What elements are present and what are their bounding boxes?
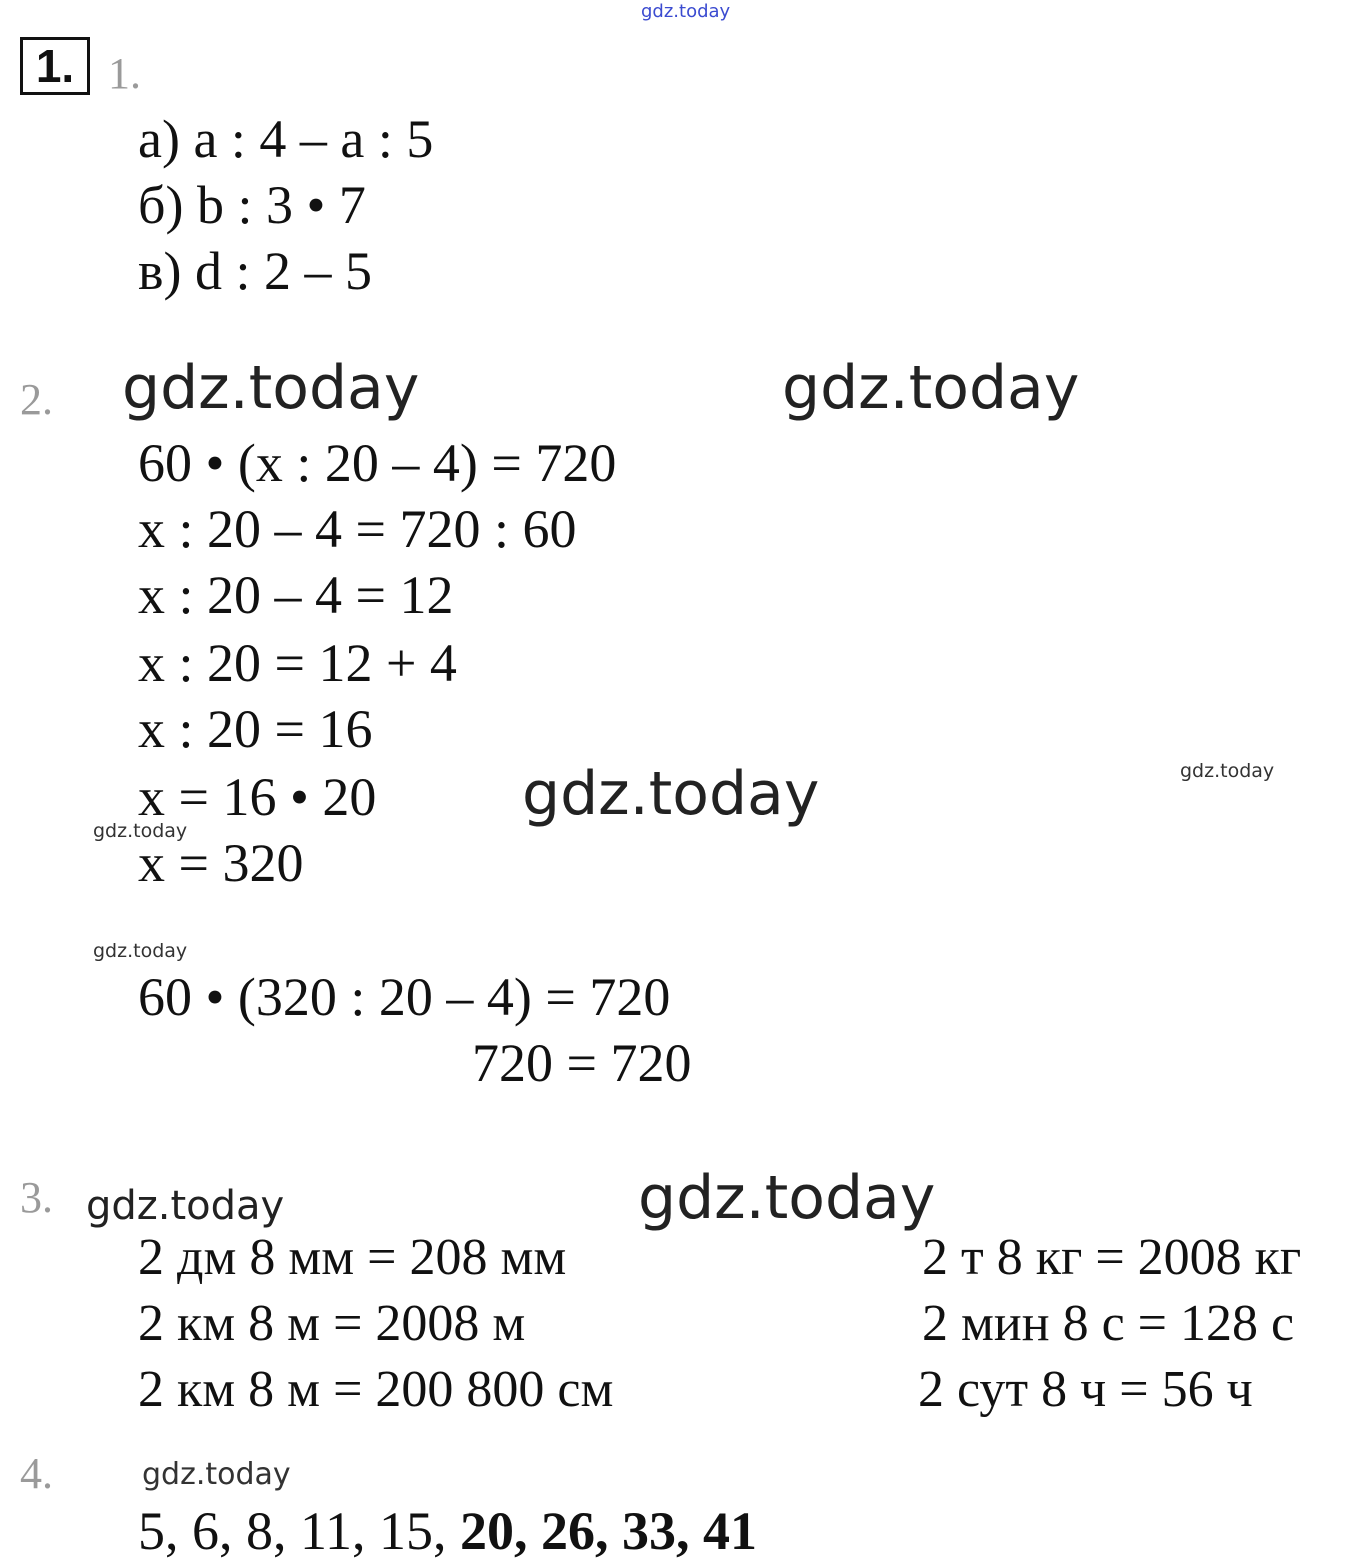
watermark-small-3: gdz.today bbox=[93, 940, 188, 962]
s3-left-1: 2 дм 8 мм = 208 мм bbox=[138, 1229, 567, 1286]
s4-sequence bbox=[138, 1501, 757, 1561]
s2-line-4: x : 20 = 12 + 4 bbox=[138, 633, 457, 693]
s3-left-2: 2 км 8 м = 2008 м bbox=[138, 1295, 526, 1352]
s2-line-7: x = 320 bbox=[138, 833, 304, 893]
watermark-top: gdz.today bbox=[641, 1, 731, 22]
s4-sequence-plain: 5, 6, 8, 11, 15, bbox=[138, 1501, 460, 1561]
s2-line-5: x : 20 = 16 bbox=[138, 699, 373, 759]
task-number-box: 1. bbox=[20, 37, 90, 95]
watermark-large-2: gdz.today bbox=[782, 353, 1080, 423]
s1-line-b: б) b : 3 • 7 bbox=[138, 175, 366, 235]
s2-line-2: x : 20 – 4 = 720 : 60 bbox=[138, 499, 577, 559]
s3-right-1: 2 т 8 кг = 2008 кг bbox=[922, 1229, 1302, 1286]
s4-sequence-bold: 20, 26, 33, 41 bbox=[460, 1501, 757, 1561]
s2-line-3: x : 20 – 4 = 12 bbox=[138, 565, 454, 625]
watermark-small-2: gdz.today bbox=[93, 820, 188, 842]
s3-right-3: 2 сут 8 ч = 56 ч bbox=[918, 1361, 1253, 1418]
section-2-number: 2. bbox=[20, 375, 53, 424]
s2-line-6: x = 16 • 20 bbox=[138, 767, 377, 827]
watermark-small-1: gdz.today bbox=[1180, 760, 1275, 782]
section-1-number: 1. bbox=[108, 49, 141, 98]
watermark-medium-1: gdz.today bbox=[86, 1183, 285, 1229]
s1-line-a: а) a : 4 – a : 5 bbox=[138, 109, 434, 169]
s2-line-1: 60 • (x : 20 – 4) = 720 bbox=[138, 433, 617, 493]
section-3-number: 3. bbox=[20, 1173, 53, 1222]
watermark-large-1: gdz.today bbox=[122, 353, 420, 423]
s3-left-3: 2 км 8 м = 200 800 см bbox=[138, 1361, 614, 1418]
section-4-number: 4. bbox=[20, 1449, 53, 1498]
watermark-large-3: gdz.today bbox=[522, 759, 820, 829]
s3-right-2: 2 мин 8 с = 128 с bbox=[922, 1295, 1295, 1352]
s2-check-1: 60 • (320 : 20 – 4) = 720 bbox=[138, 967, 671, 1027]
s2-check-2: 720 = 720 bbox=[472, 1033, 692, 1093]
s1-line-c: в) d : 2 – 5 bbox=[138, 241, 372, 301]
watermark-small-4: gdz.today bbox=[142, 1457, 291, 1492]
watermark-large-4: gdz.today bbox=[638, 1163, 936, 1233]
